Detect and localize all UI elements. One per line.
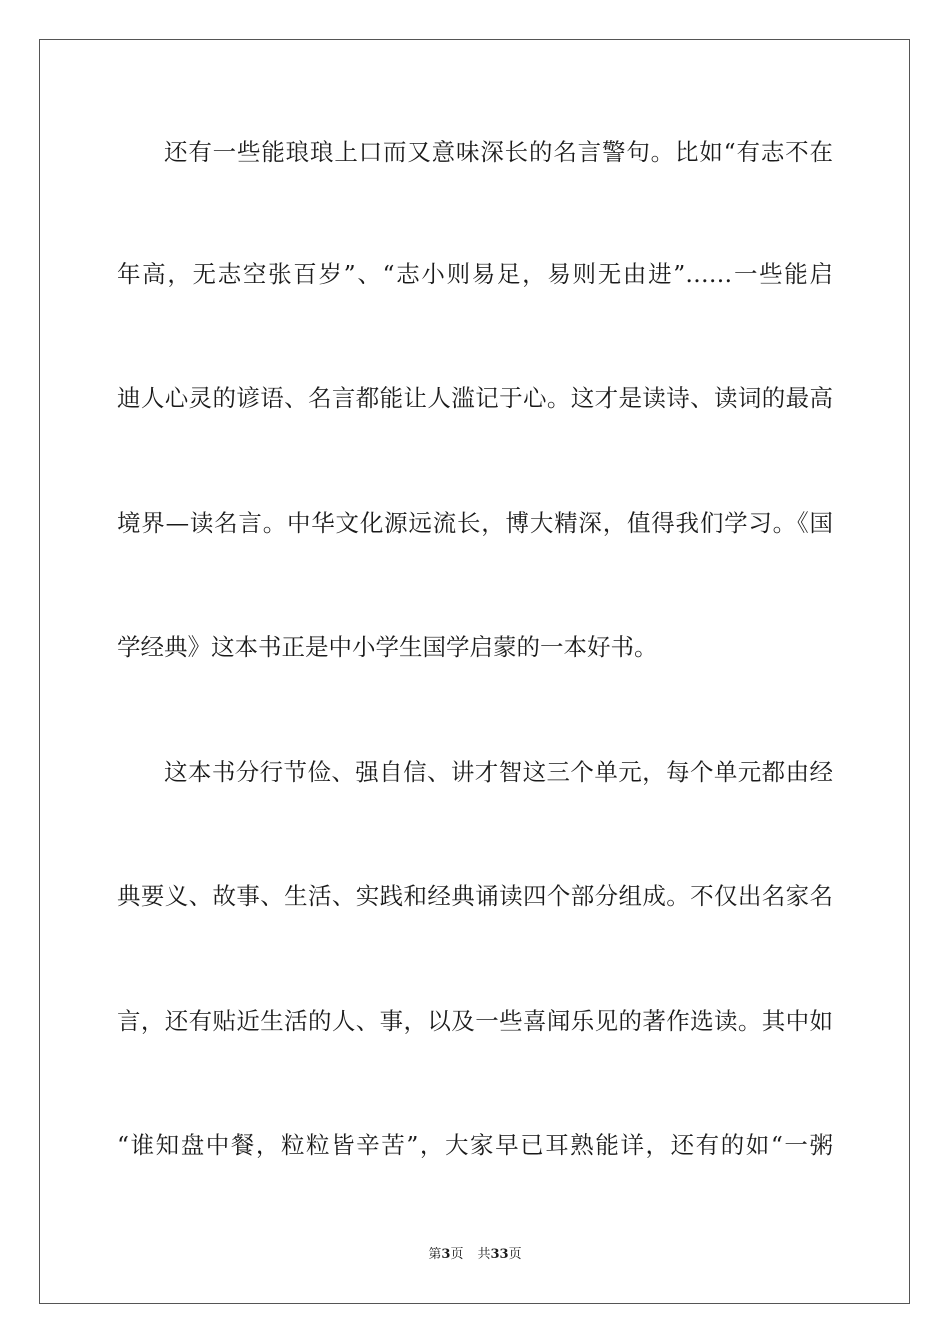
footer-total-pages: 33 [490,1247,509,1262]
footer-total-suffix: 页 [508,1247,522,1262]
footer-total-prefix: 共 [477,1247,491,1262]
paragraph-2-line-2: 典要义、故事、生活、实践和经典诵读四个部分组成。不仅出名家名 [117,882,833,910]
page-border [39,39,910,1304]
paragraph-1-line-2: 年高，无志空张百岁”、“志小则易足，易则无由进”……一些能启 [117,260,833,288]
footer-page-number: 3 [441,1247,451,1262]
footer-page-suffix: 页 [450,1247,464,1262]
paragraph-1-line-4: 境界—读名言。中华文化源远流长，博大精深，值得我们学习。《国 [117,509,833,537]
paragraph-2-line-1: 这本书分行节俭、强自信、讲才智这三个单元，每个单元都由经 [164,758,833,786]
paragraph-2-line-3: 言，还有贴近生活的人、事，以及一些喜闻乐见的著作选读。其中如 [117,1007,833,1035]
paragraph-2-line-4: “谁知盘中餐，粒粒皆辛苦”，大家早已耳熟能详，还有的如“一粥 [117,1131,833,1159]
paragraph-1-line-5: 学经典》这本书正是中小学生国学启蒙的一本好书。 [117,633,658,661]
paragraph-1-line-3: 迪人心灵的谚语、名言都能让人滥记于心。这才是读诗、读词的最高 [117,384,833,412]
page-footer [0,1246,950,1264]
footer-page-prefix: 第 [428,1247,442,1262]
paragraph-1-line-1: 还有一些能琅琅上口而又意味深长的名言警句。比如“有志不在 [164,138,833,166]
